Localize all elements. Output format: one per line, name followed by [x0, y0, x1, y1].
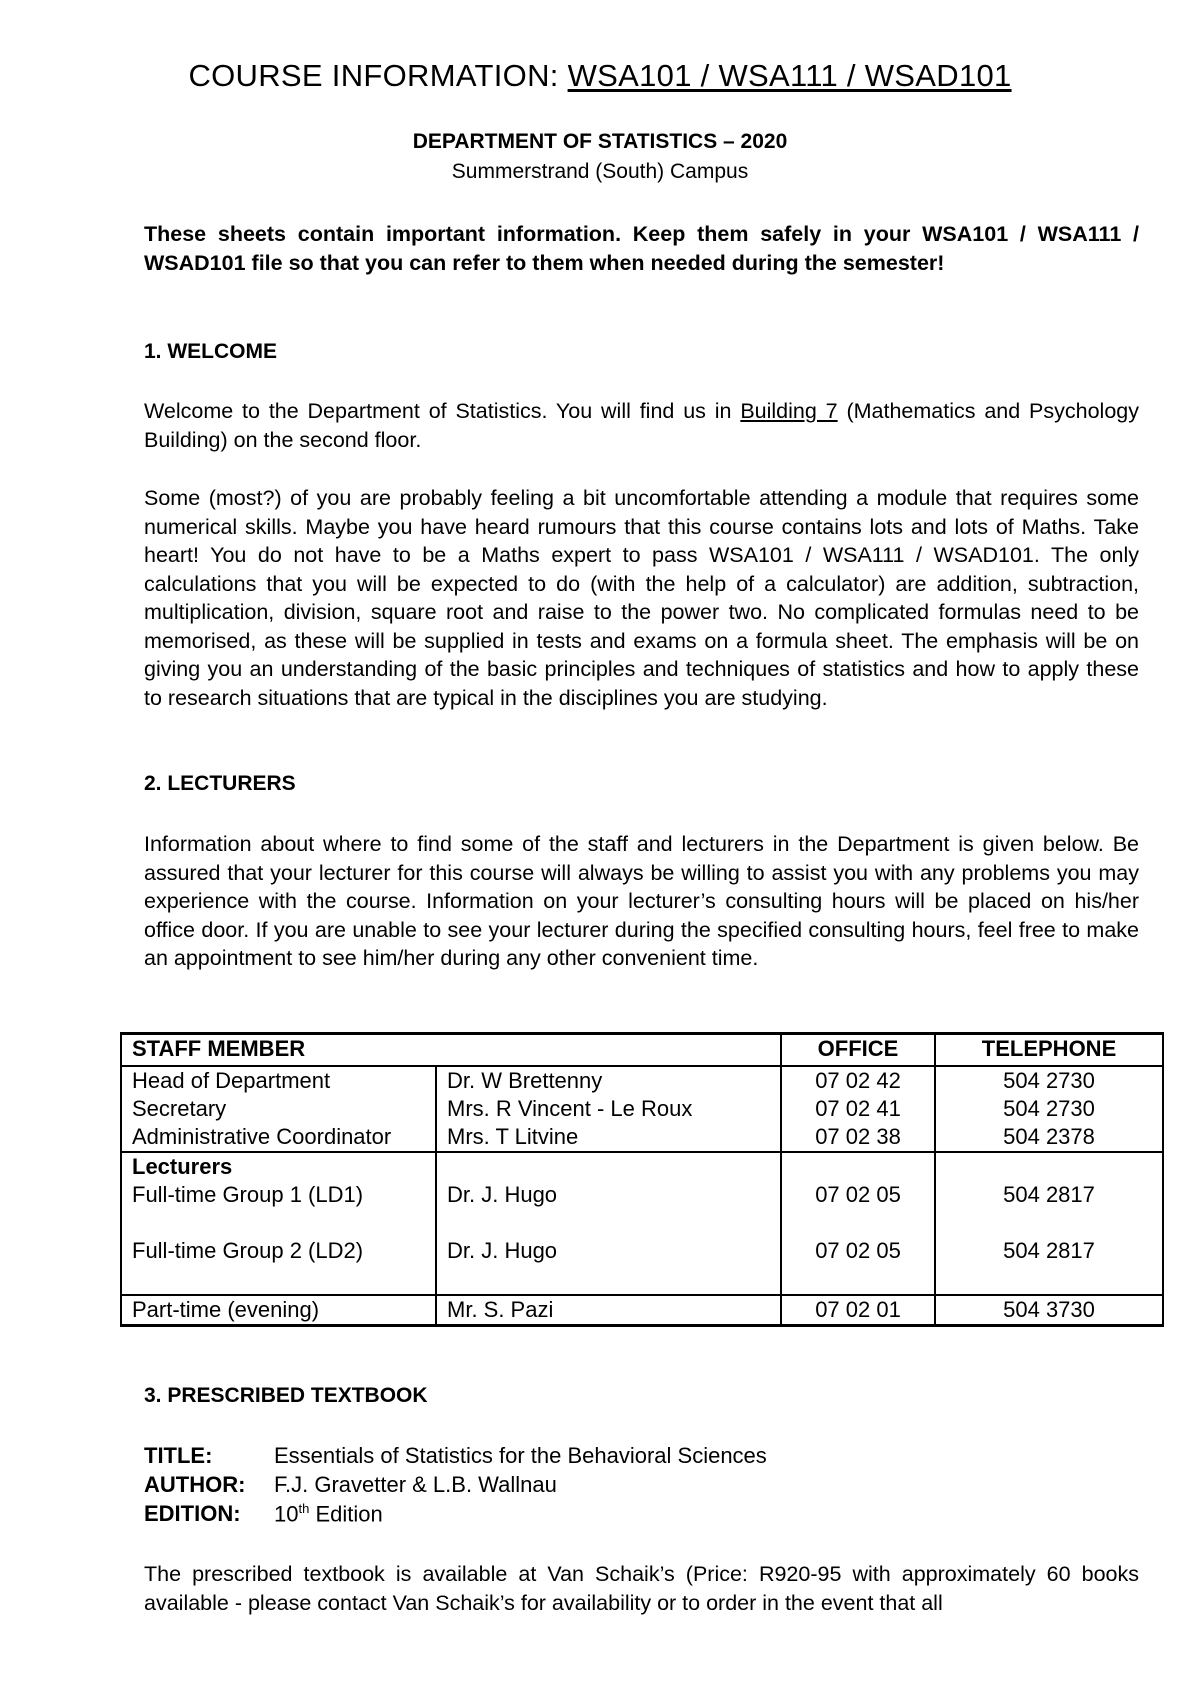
office-fulltime-2: 07 02 05 — [815, 1238, 901, 1264]
lecturer-roles-cell — [121, 1152, 436, 1295]
role-head: Head of Department — [132, 1068, 331, 1093]
textbook-heading: 3. PRESCRIBED TEXTBOOK — [144, 1384, 428, 1407]
tel-parttime: 504 3730 — [935, 1295, 1163, 1326]
welcome-text-after: (Mathematics and Psychology Building) on the second floor. — [144, 399, 1139, 452]
welcome-paragraph-2: Some (most?) of you are probably feeling a bit uncomfortable attending a module that requires some numerical skills. Maybe you have heard rumours that this course contains lots and lots of Maths. Take heart! You do not have to be a Maths expert to pass WSA101 / WSA111 / WSAD101. The only calculations that you will be expected to do (with the help of a calculator) are addition, subtraction, multiplication, division, square root and raise to the power two. No complicated formulas need to be memorised, as these will be supplied in tests and exams on a formula sheet. The emphasis will be on giving you an understanding of the basic principles and techniques of statistics and how to apply these to research situations that are typical in the disciplines you are studying. — [144, 486, 1139, 710]
tel-head: 504 2730 — [1003, 1068, 1095, 1093]
lecturer-phones-cell — [935, 1152, 1163, 1295]
course-codes: WSA101 / WSA111 / WSAD101 — [567, 58, 1012, 93]
title-prefix: COURSE INFORMATION: — [188, 58, 568, 93]
tel-admin-coordinator: 504 2378 — [1003, 1124, 1095, 1149]
office-secretary: 07 02 41 — [815, 1096, 901, 1121]
textbook-title-value: Essentials of Statistics for the Behavioral Sciences — [274, 1443, 767, 1468]
table-row-lecturers — [121, 1152, 1163, 1295]
staff-table — [120, 1032, 1164, 1327]
table-row-parttime — [121, 1295, 1163, 1326]
header-staff-member: STAFF MEMBER — [121, 1034, 781, 1067]
welcome-heading: 1. WELCOME — [144, 340, 278, 363]
welcome-paragraph-1 — [144, 397, 1139, 454]
admin-offices-cell — [781, 1066, 935, 1152]
textbook-edition-label: EDITION: — [144, 1501, 241, 1527]
textbook-author-value: F.J. Gravetter & L.B. Wallnau — [274, 1472, 557, 1497]
name-secretary: Mrs. R Vincent - Le Roux — [447, 1096, 693, 1121]
tel-fulltime-2: 504 2817 — [1003, 1238, 1095, 1264]
name-parttime: Mr. S. Pazi — [436, 1295, 781, 1326]
textbook-author-row — [144, 1472, 557, 1498]
lecturers-label: Lecturers — [132, 1154, 233, 1180]
lecturer-names-cell — [436, 1152, 781, 1295]
page-title — [0, 58, 1200, 94]
name-fulltime-2: Dr. J. Hugo — [447, 1238, 558, 1264]
textbook-author-label: AUTHOR: — [144, 1472, 246, 1497]
edition-word: Edition — [309, 1501, 383, 1527]
edition-suffix: th — [298, 1501, 310, 1516]
role-fulltime-2: Full-time Group 2 (LD2) — [132, 1238, 364, 1264]
office-head: 07 02 42 — [815, 1068, 901, 1093]
office-admin-coordinator: 07 02 38 — [815, 1124, 901, 1149]
header-office: OFFICE — [781, 1034, 935, 1067]
campus-name: Summerstrand (South) Campus — [451, 160, 749, 183]
admin-phones-cell — [935, 1066, 1163, 1152]
welcome-text-before: Welcome to the Department of Statistics. You will find us in — [144, 399, 741, 423]
lecturers-paragraph: Information about where to find some of the staff and lecturers in the Department is given below. Be assured that your lecturer for this course will always be willing to assist you with any problems you may experience with the course. Information on your lecturer’s consulting hours will be placed on his/her office door. If you are unable to see your lecturer during the specified consulting hours, feel free to make an appointment to see him/her during any other convenient time. — [144, 832, 1139, 970]
lecturers-heading: 2. LECTURERS — [144, 772, 296, 795]
textbook-edition-row — [144, 1501, 383, 1527]
tel-fulltime-1: 504 2817 — [1003, 1182, 1095, 1208]
table-header-row — [121, 1034, 1163, 1067]
intro-notice: These sheets contain important information. Keep them safely in your WSA101 / WSA111 / WSAD101 file so that you can refer to them when needed during the semester! — [144, 222, 1139, 275]
admin-roles-cell — [121, 1066, 436, 1152]
header-telephone: TELEPHONE — [935, 1034, 1163, 1067]
department-name: DEPARTMENT OF STATISTICS – 2020 — [412, 130, 788, 153]
building-link: Building 7 — [740, 399, 838, 423]
office-fulltime-1: 07 02 05 — [815, 1182, 901, 1208]
textbook-title-row — [144, 1443, 767, 1469]
name-head: Dr. W Brettenny — [447, 1068, 603, 1093]
table-row-admin — [121, 1066, 1163, 1152]
edition-number: 10 — [274, 1501, 299, 1527]
role-secretary: Secretary — [132, 1096, 227, 1121]
name-fulltime-1: Dr. J. Hugo — [447, 1182, 558, 1208]
textbook-availability: The prescribed textbook is available at Van Schaik’s (Price: R920-95 with approximately 60 books available - please contact Van Schaik’s for availability or to order in the event that all — [144, 1562, 1139, 1615]
role-parttime: Part-time (evening) — [121, 1295, 436, 1326]
name-admin-coordinator: Mrs. T Litvine — [447, 1124, 579, 1149]
role-admin-coordinator: Administrative Coordinator — [132, 1124, 392, 1149]
role-fulltime-1: Full-time Group 1 (LD1) — [132, 1182, 364, 1208]
tel-secretary: 504 2730 — [1003, 1096, 1095, 1121]
admin-names-cell — [436, 1066, 781, 1152]
textbook-title-label: TITLE: — [144, 1443, 213, 1468]
office-parttime: 07 02 01 — [781, 1295, 935, 1326]
lecturer-offices-cell — [781, 1152, 935, 1295]
